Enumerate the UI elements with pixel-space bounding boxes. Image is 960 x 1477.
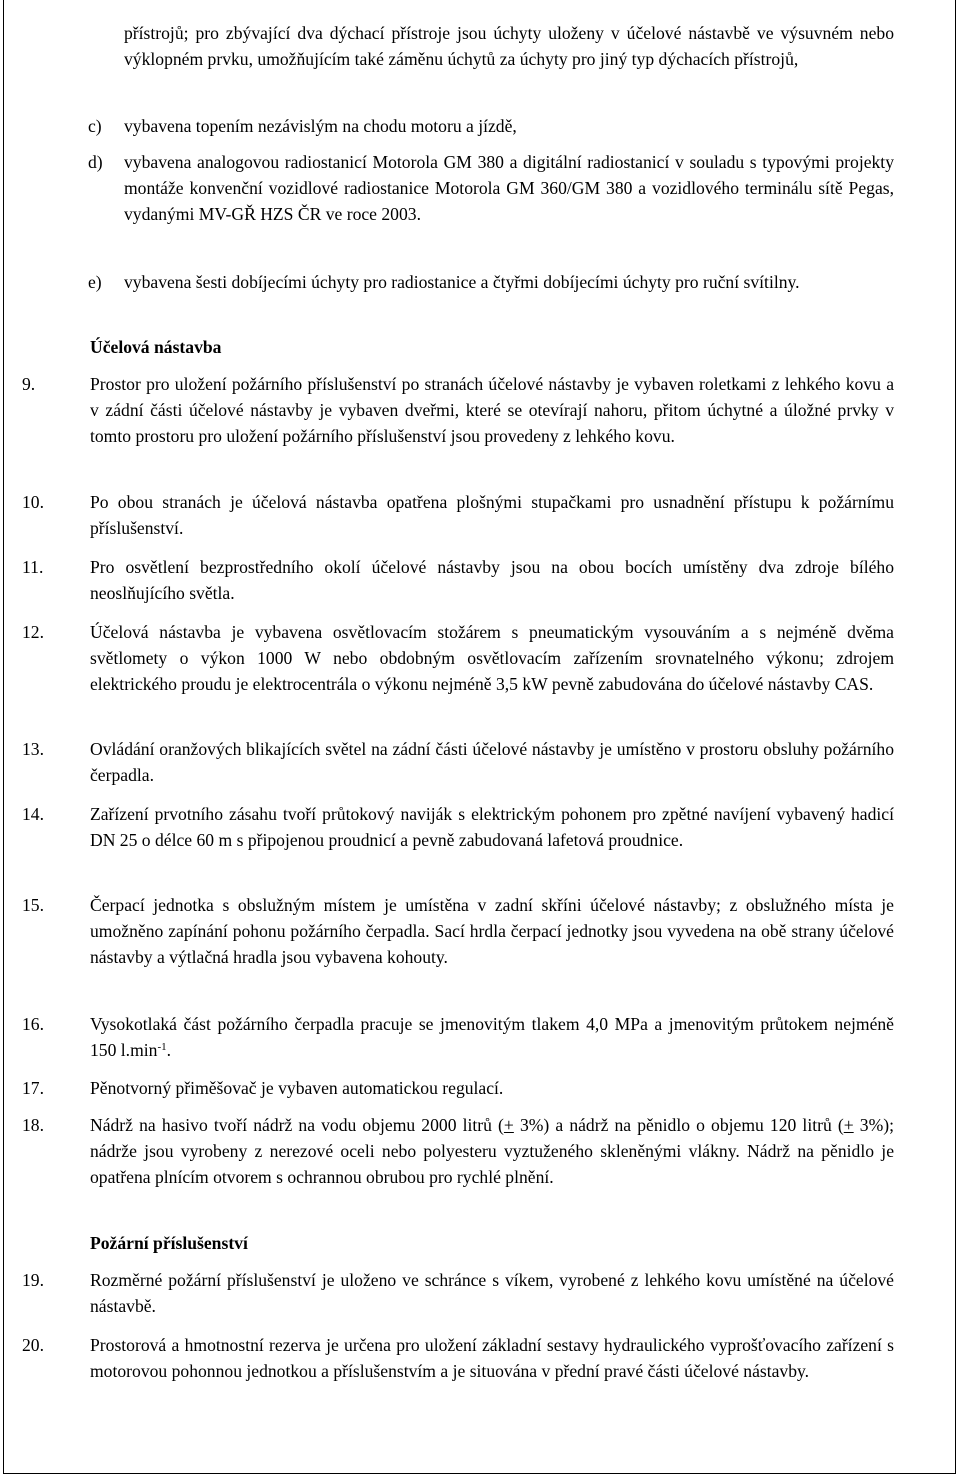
item-text: Čerpací jednotka s obslužným místem je umístěna v zadní skříni účelové nástavby; z obslužného místa je umožněno zapínání pohonu požárního čerpadla. Sací hrdla čerpací jednotky jsou vyvedena na obě strany účelové nástavby a výtlačná hradla jsou vybavena kohouty. (90, 895, 894, 967)
item-number: 19. (22, 1270, 44, 1290)
item-number: 17. (22, 1078, 44, 1098)
item-text (90, 1112, 894, 1190)
section-heading-pozarni-prislusenstvi: Požární příslušenství (90, 1233, 248, 1253)
item-number: 15. (22, 895, 44, 915)
item-number: 18. (22, 1115, 44, 1135)
item-number: 16. (22, 1014, 44, 1034)
item-number: 12. (22, 622, 44, 642)
sub-item-label: c) (88, 116, 102, 136)
item-text-part: Nádrž na hasivo tvoří nádrž na vodu objemu 2000 litrů ( (90, 1115, 504, 1135)
intro-paragraph: přístrojů; pro zbývající dva dýchací přístroje jsou úchyty uloženy v účelové nástavbě ve výsuvném nebo výklopném prvku, umožňujícím také záměnu úchytů za úchyty pro jiný typ dýchacích přístrojů, (124, 23, 894, 69)
item-text: Zařízení prvotního zásahu tvoří průtokový naviják s elektrickým pohonem pro zpětné navíjení vybavený hadicí DN 25 o délce 60 m s připojenou proudnicí a pevně zabudovaná lafetová proudnice. (90, 804, 894, 850)
plus-minus-sign: + (843, 1115, 854, 1135)
item-text-part: 3%) a nádrž na pěnidlo o objemu 120 litrů ( (513, 1115, 844, 1135)
item-text-part: Vysokotlaká část požárního čerpadla pracuje se jmenovitým tlakem 4,0 MPa a jmenovitým průtokem nejméně 150 l.min (90, 1014, 894, 1060)
item-text: Prostorová a hmotnostní rezerva je určena pro uložení základní sestavy hydraulického vyprošťovacího zařízení s motorovou pohonnou jednotkou a příslušenstvím a je situována v přední pravé části účelové nástavby. (90, 1335, 894, 1381)
item-number: 9. (22, 374, 36, 394)
item-text: Účelová nástavba je vybavena osvětlovacím stožárem s pneumatickým vysouváním a s nejméně dvěma světlomety o výkon 1000 W nebo obdobným osvětlovacím zařízením srovnatelného výkonu; zdrojem elektrického proudu je elektrocentrála o výkonu nejméně 3,5 kW pevně zabudována do účelové nástavby CAS. (90, 622, 894, 694)
item-text-part: 3%); nádrže jsou vyrobeny z nerezové oceli nebo polyesteru vyztuženého skleněnými vlákny. Nádrž na pěnidlo je opatřena plnícím otvorem s ochrannou obrubou pro rychlé plnění. (90, 1115, 894, 1187)
item-text: Pěnotvorný přiměšovač je vybaven automatickou regulací. (90, 1078, 504, 1098)
sub-item-label: e) (88, 272, 102, 292)
section-heading-ucelova-nastavba: Účelová nástavba (90, 337, 222, 357)
item-text (90, 1011, 894, 1063)
sub-item-label: d) (88, 152, 103, 172)
item-text: Rozměrné požární příslušenství je uloženo ve schránce s víkem, vyrobené z lehkého kovu umístěné na účelové nástavbě. (90, 1270, 894, 1316)
plus-minus-sign: + (503, 1115, 514, 1135)
item-text: Po obou stranách je účelová nástavba opatřena plošnými stupačkami pro usnadnění přístupu k požárnímu příslušenství. (90, 492, 894, 538)
item-text-part: . (166, 1040, 172, 1060)
item-number: 13. (22, 739, 44, 759)
item-number: 20. (22, 1335, 44, 1355)
item-text: Ovládání oranžových blikajících světel na zádní části účelové nástavby je umístěno v prostoru obsluhy požárního čerpadla. (90, 739, 894, 785)
item-number: 11. (22, 557, 44, 577)
item-number: 10. (22, 492, 44, 512)
item-text: Pro osvětlení bezprostředního okolí účelové nástavby jsou na obou bocích umístěny dva zdroje bílého neoslňujícího světla. (90, 557, 894, 603)
sub-item-text: vybavena šesti dobíjecími úchyty pro radiostanice a čtyřmi dobíjecími úchyty pro ruční svítilny. (124, 272, 800, 292)
item-number: 14. (22, 804, 44, 824)
superscript: -1 (157, 1041, 167, 1053)
sub-item-text: vybavena topením nezávislým na chodu motoru a jízdě, (124, 116, 517, 136)
item-text: Prostor pro uložení požárního příslušenství po stranách účelové nástavby je vybaven roletkami z lehkého kovu a v zádní části účelové nástavby je vybaven dveřmi, které se otevírají nahoru, přitom úchytné a úložné prvky v tomto prostoru pro uložení požárního příslušenství jsou provedeny z lehkého kovu. (90, 374, 894, 446)
sub-item-text: vybavena analogovou radiostanicí Motorola GM 380 a digitální radiostanicí v souladu s typovými projekty montáže konvenční vozidlové radiostanice Motorola GM 360/GM 380 a vozidlového terminálu sítě Pegas, vydanými MV-GŘ HZS ČR ve roce 2003. (124, 152, 894, 224)
